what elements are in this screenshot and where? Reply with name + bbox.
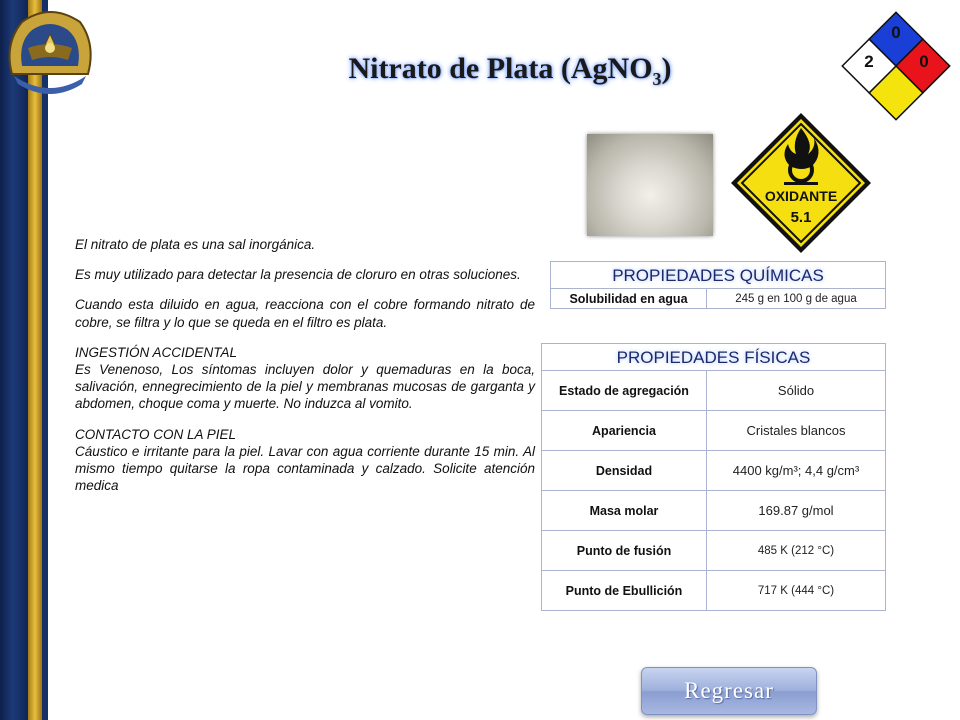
solubility-label: Solubilidad en agua <box>551 289 707 309</box>
appearance-label: Apariencia <box>542 411 707 451</box>
density-value: 4400 kg/m³; 4,4 g/cm³ <box>707 451 886 491</box>
boiling-point-value: 717 K (444 °C) <box>707 571 886 611</box>
nfpa-diamond-icon <box>836 6 956 126</box>
description-paragraph: Cuando esta diluido en agua, reacciona con el cobre formando nitrato de cobre, se filtra y lo que se queda en el filtro es plata. <box>75 297 535 330</box>
melting-point-label: Punto de fusión <box>542 531 707 571</box>
chemical-properties-table <box>550 261 886 309</box>
molar-mass-label: Masa molar <box>542 491 707 531</box>
left-stripe-navy <box>0 0 28 720</box>
description-paragraph: El nitrato de plata es una sal inorgánica. <box>75 237 316 252</box>
oxidizer-class: 5.1 <box>790 209 812 226</box>
physical-properties-header: PROPIEDADES FÍSICAS <box>542 344 886 371</box>
state-value: Sólido <box>707 371 886 411</box>
skin-contact-heading: CONTACTO CON LA PIEL <box>75 426 237 442</box>
left-stripe-inner <box>42 0 48 720</box>
ingestion-heading: INGESTIÓN ACCIDENTAL <box>75 344 238 360</box>
page-title: Nitrato de Plata (AgNO$_3$) <box>348 52 672 89</box>
left-stripe-gold <box>28 0 42 720</box>
melting-point-value: 485 K (212 °C) <box>707 531 886 571</box>
back-button[interactable]: Regresar <box>641 667 817 715</box>
oxidizer-hazard-icon <box>728 110 874 256</box>
physical-properties-table <box>541 343 886 611</box>
oxidizer-label: OXIDANTE <box>764 188 838 204</box>
silver-nitrate-photo <box>587 134 713 236</box>
appearance-value: Cristales blancos <box>707 411 886 451</box>
ingestion-text: Es Venenoso, Los síntomas incluyen dolor y quemaduras en la boca, salivación, ennegrecimiento de la piel y membranas mucosas de garganta y abdomen, choque coma y muerte. No induzca al vomito. <box>75 362 535 412</box>
density-label: Densidad <box>542 451 707 491</box>
nfpa-flammability-value: 0 <box>891 23 901 42</box>
solubility-value: 245 g en 100 g de agua <box>707 289 886 309</box>
skin-contact-text: Cáustico e irritante para la piel. Lavar con agua corriente durante 15 min. Al mismo tiempo quitarse la ropa contaminada y calzado. Solicite atención medica <box>75 443 535 494</box>
boiling-point-label: Punto de Ebullición <box>542 571 707 611</box>
nfpa-health-value: 2 <box>864 52 874 71</box>
nfpa-reactivity-value: 0 <box>919 52 929 71</box>
university-crest-icon <box>2 4 98 104</box>
state-label: Estado de agregación <box>542 371 707 411</box>
description-paragraph: Es muy utilizado para detectar la presencia de cloruro en otras soluciones. <box>75 267 521 283</box>
chemical-properties-header: PROPIEDADES QUÍMICAS <box>551 262 886 289</box>
description-text <box>75 236 535 507</box>
molar-mass-value: 169.87 g/mol <box>707 491 886 531</box>
